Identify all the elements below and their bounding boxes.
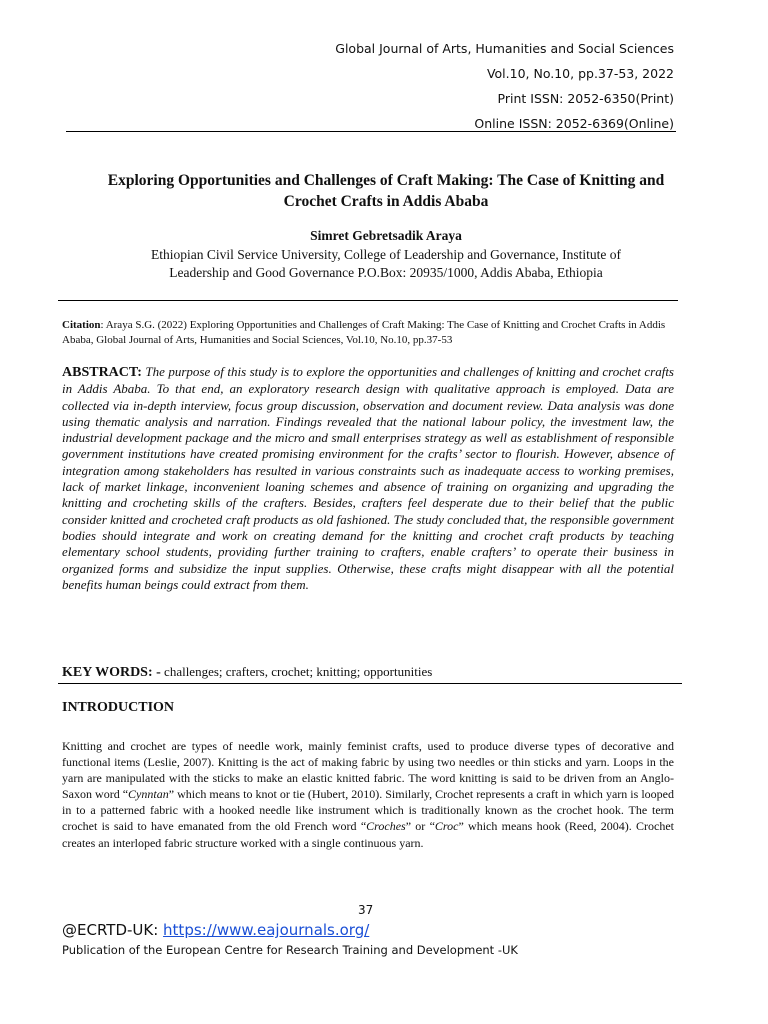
keywords-text: challenges; crafters, crochet; knitting; opportunities — [160, 664, 433, 679]
intro-text-4: ” which means hook (Reed, 2004). Crochet creates an interloped fabric structure worked with a single continuous yarn. — [62, 819, 675, 850]
introduction-heading: INTRODUCTION — [62, 700, 175, 715]
header-divider — [66, 131, 676, 132]
paper-title — [60, 170, 712, 212]
citation-label: Citation — [62, 319, 101, 331]
intro-term-croches: Croches — [366, 819, 406, 834]
affiliation-divider — [58, 300, 678, 301]
abstract-text: The purpose of this study is to explore the opportunities and challenges of knitting and crochet crafts in Addis Ababa. To that end, an exploratory research design with qualitative approach is employed. Data are collected via in-depth interview, focus group discussion, observation and document review. Data analysis was done using thematic analysis and narration. Findings revealed that the national labour policy, the investment law, the industrial development package and the micro and small enterprises strategy as well as establishment of responsible government institutions have created promising environment for the crafts’ sector to flourish. However, absence of integration among stakeholders has resulted in various constraints such as inadequate access to working premises, lack of market linkage, inconvenient loaning schemes and absence of training on organizing and upgrading the knitting and crocheting skills of the crafters. Besides, crafters feel desperate due to their belief that the public consider knitted and crocheted craft products as old fashioned. The study concluded that, the responsible government bodies should integrate and work on creating demand for the knitting and crochet craft products by teaching elementary school students, providing further training to crafters, enable crafters’ to operate their business in organized forms and subsidize the input supplies. Otherwise, these crafts might disappear with all the potential benefits human beings could extract from them. — [62, 364, 674, 592]
author-affiliation — [60, 246, 712, 282]
journal-header — [66, 36, 674, 136]
online-issn: Online ISSN: 2052-6369(Online) — [474, 116, 674, 131]
intro-term-cynntan: Cynntan — [128, 787, 169, 802]
page-number: 37 — [358, 903, 374, 917]
intro-text-2: ” which means to knot or tie (Hubert, 2010). Similarly, Crochet represents a craft in which yarn is looped in to a patterned fabric with a hooked needle like instrument which is traditionally known as the crochet hook. The term crochet is said to have emanated from the old French word “ — [62, 787, 674, 834]
title-line-1: Exploring Opportunities and Challenges of Craft Making: The Case of Knitting and — [107, 172, 665, 189]
keywords-divider — [58, 683, 682, 684]
affiliation-line-2: Leadership and Good Governance P.O.Box: 20935/1000, Addis Ababa, Ethiopia — [169, 265, 603, 280]
abstract-label: ABSTRACT: — [62, 365, 142, 380]
footer-link-line — [62, 921, 369, 939]
journal-website-link[interactable]: https://www.eajournals.org/ — [163, 921, 370, 939]
abstract-block — [62, 364, 674, 593]
keywords-label: KEY WORDS: - — [62, 665, 161, 680]
citation-block — [62, 318, 684, 348]
intro-text-3: ” or “ — [405, 819, 435, 834]
citation-text: : Araya S.G. (2022) Exploring Opportunities and Challenges of Craft Making: The Case of Knitting and Crochet Crafts in Addis Ababa, Global Journal of Arts, Humanities and Social Sciences, Vol.10, No.10, pp.37-53 — [62, 319, 666, 346]
footer-prefix: @ECRTD-UK: — [62, 921, 164, 939]
intro-term-croc: Croc — [434, 819, 459, 834]
keywords-block — [62, 664, 682, 681]
footer-publisher: Publication of the European Centre for Research Training and Development -UK — [62, 943, 518, 957]
journal-name: Global Journal of Arts, Humanities and Social Sciences — [335, 41, 674, 56]
affiliation-line-1: Ethiopian Civil Service University, College of Leadership and Governance, Institute of — [151, 247, 621, 262]
title-line-2: Crochet Crafts in Addis Ababa — [283, 193, 489, 210]
journal-volume: Vol.10, No.10, pp.37-53, 2022 — [486, 66, 674, 81]
author-name: Simret Gebretsadik Araya — [310, 228, 462, 243]
print-issn: Print ISSN: 2052-6350(Print) — [497, 91, 674, 106]
introduction-paragraph — [62, 738, 674, 851]
intro-text-1: Knitting and crochet are types of needle work, mainly feminist crafts, used to produce diverse types of decorative and functional items (Leslie, 2007). Knitting is the act of making fabric by using two needles or thin sticks and yarn. Loops in the yarn are manipulated with the sticks to make an elastic knitted fabric. The word knitting is said to be driven from an Anglo-Saxon word “ — [62, 739, 674, 802]
